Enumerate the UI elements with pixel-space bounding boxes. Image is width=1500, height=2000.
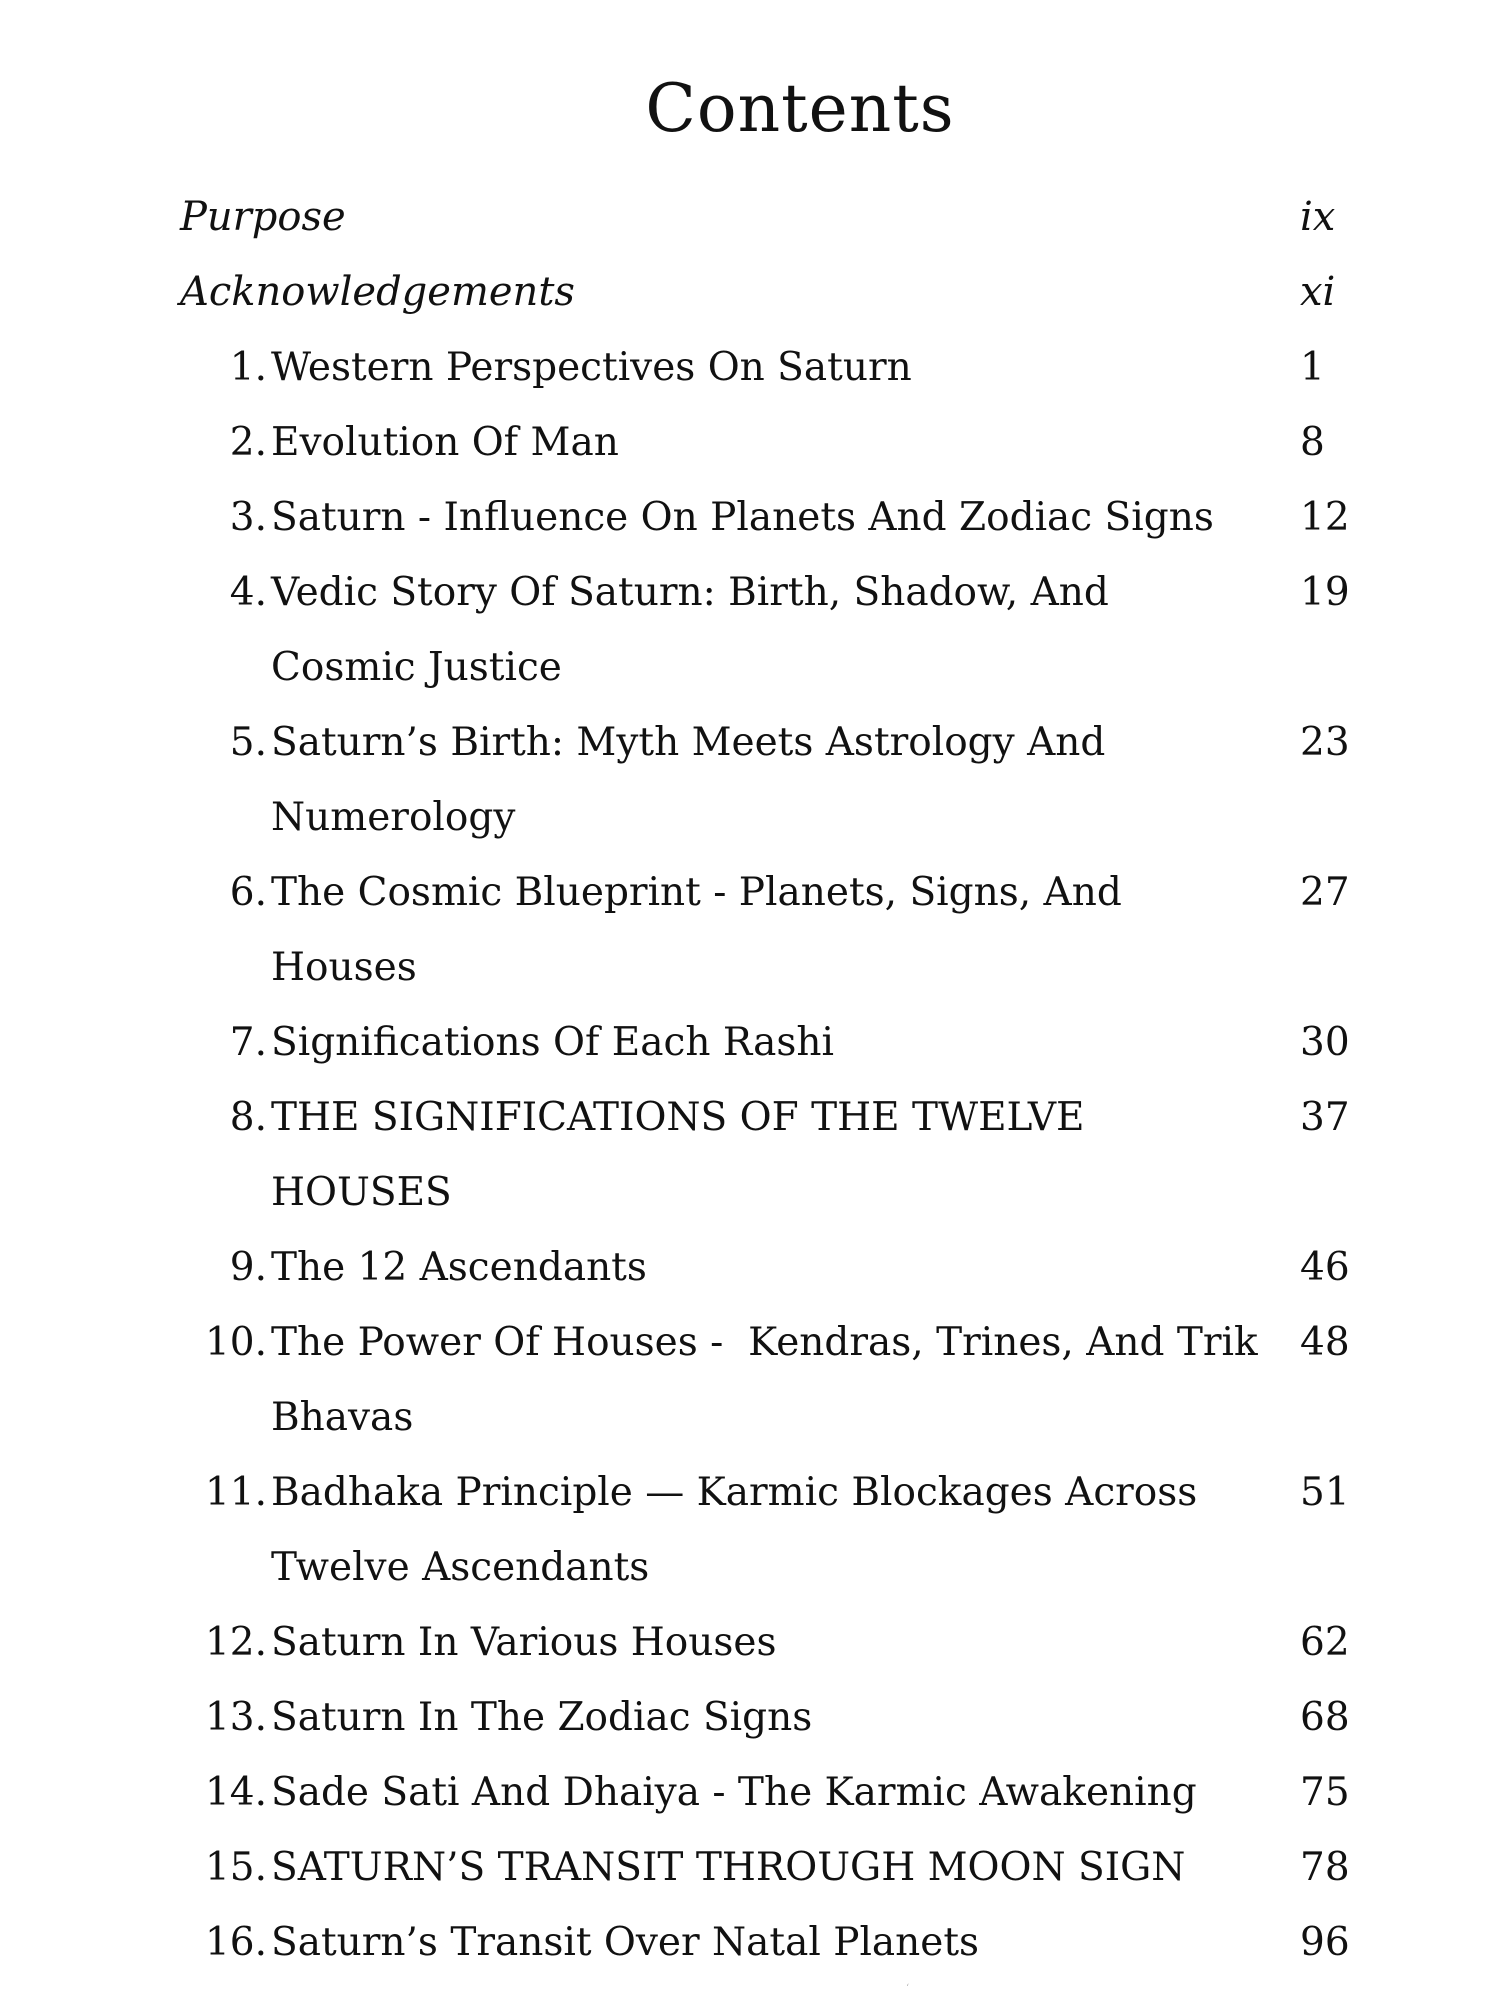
toc-entry-purpose: [0, 180, 1500, 255]
chapter-page: 48: [1300, 1320, 1350, 1365]
chapter-title: Significations Of Each Rashi: [271, 1020, 835, 1065]
chapter-title: The Cosmic Blueprint - Planets, Signs, And Houses: [271, 870, 1122, 990]
chapter-number: 8.: [229, 1095, 267, 1140]
chapter-number: 6.: [229, 870, 267, 915]
chapter-title: THE SIGNIFICATIONS OF THE TWELVE HOUSES: [271, 1095, 1085, 1215]
toc-entry-title: Acknowledgements: [180, 269, 575, 315]
chapter-title: SATURN’S TRANSIT THROUGH MOON SIGN: [271, 1845, 1186, 1890]
chapter-page: 1: [1300, 345, 1325, 390]
toc-chapter-11: [0, 1455, 1500, 1605]
chapter-title: The Power Of Houses - Kendras, Trines, And Trik Bhavas: [271, 1320, 1271, 1440]
toc-chapter-14: [0, 1755, 1500, 1830]
toc-chapter-12: [0, 1605, 1500, 1680]
toc-chapter-9: [0, 1230, 1500, 1305]
chapter-title: The 12 Ascendants: [271, 1245, 647, 1290]
chapter-page: 27: [1300, 870, 1350, 915]
page-title: Contents: [645, 70, 955, 147]
toc-chapter-7: [0, 1005, 1500, 1080]
chapter-number: 16.: [204, 1920, 267, 1965]
chapter-title: Badhaka Principle — Karmic Blockages Across Twelve Ascendants: [271, 1470, 1198, 1590]
chapter-page: 68: [1300, 1695, 1350, 1740]
toc-chapter-4: [0, 555, 1500, 705]
chapter-page: 75: [1300, 1770, 1350, 1815]
chapter-title: Sade Sati And Dhaiya - The Karmic Awakening: [271, 1770, 1197, 1815]
chapter-page: 51: [1300, 1470, 1350, 1515]
chapter-title: Western Perspectives On Saturn: [271, 345, 912, 390]
toc-chapter-13: [0, 1680, 1500, 1755]
chapter-page: 23: [1300, 720, 1350, 765]
chapter-title: Saturn’s Birth: Myth Meets Astrology And Numerology: [271, 720, 1106, 840]
toc-entry-page: ix: [1300, 194, 1336, 240]
scan-speck: ʻ: [906, 1983, 910, 1994]
chapter-number: 5.: [229, 720, 267, 765]
chapter-number: 1.: [229, 345, 267, 390]
toc-chapter-15: [0, 1830, 1500, 1905]
chapter-title: Saturn’s Transit Over Natal Planets: [271, 1920, 980, 1965]
chapter-number: 4.: [229, 570, 267, 615]
toc-chapter-2: [0, 405, 1500, 480]
toc-chapter-6: [0, 855, 1500, 1005]
chapter-number: 3.: [229, 495, 267, 540]
chapter-page: 62: [1300, 1620, 1350, 1665]
chapter-title: Saturn - Influence On Planets And Zodiac Signs: [271, 495, 1214, 540]
toc-chapter-8: [0, 1080, 1500, 1230]
chapter-title: Vedic Story Of Saturn: Birth, Shadow, And Cosmic Justice: [271, 570, 1109, 690]
chapter-page: 78: [1300, 1845, 1350, 1890]
chapter-page: 37: [1300, 1095, 1350, 1140]
chapter-number: 15.: [204, 1845, 267, 1890]
chapter-number: 14.: [204, 1770, 267, 1815]
toc-entry-title: Purpose: [180, 194, 346, 240]
chapter-number: 7.: [229, 1020, 267, 1065]
chapter-page: 96: [1300, 1920, 1350, 1965]
chapter-number: 13.: [204, 1695, 267, 1740]
chapter-number: 2.: [229, 420, 267, 465]
chapter-page: 12: [1300, 495, 1350, 540]
toc-entry-acknowledgements: [0, 255, 1500, 330]
chapter-title: Evolution Of Man: [271, 420, 619, 465]
chapter-number: 9.: [229, 1245, 267, 1290]
toc-chapter-1: [0, 330, 1500, 405]
chapter-page: 46: [1300, 1245, 1350, 1290]
chapter-title: Saturn In Various Houses: [271, 1620, 777, 1665]
chapter-page: 8: [1300, 420, 1325, 465]
toc-chapter-16: [0, 1905, 1500, 1980]
chapter-page: 30: [1300, 1020, 1350, 1065]
chapter-number: 10.: [204, 1320, 267, 1365]
chapter-page: 19: [1300, 570, 1350, 615]
chapter-number: 11.: [204, 1470, 267, 1515]
toc-entry-page: xi: [1300, 269, 1336, 315]
toc-chapter-5: [0, 705, 1500, 855]
chapter-number: 12.: [204, 1620, 267, 1665]
toc-chapter-10: [0, 1305, 1500, 1455]
chapter-title: Saturn In The Zodiac Signs: [271, 1695, 813, 1740]
table-of-contents: [0, 180, 1500, 1980]
toc-chapter-3: [0, 480, 1500, 555]
